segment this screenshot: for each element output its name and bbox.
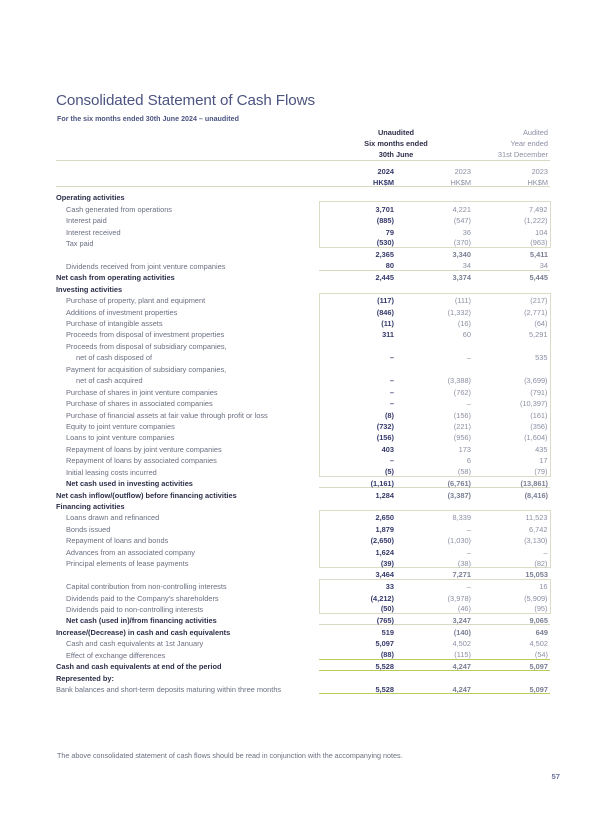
row-label: Purchase of shares in joint venture companies	[66, 387, 218, 397]
row-value-2023h: (3,387)	[447, 490, 472, 500]
row-value-2023y: (791)	[473, 385, 550, 396]
row-label: Net cash (used in)/from financing activities	[66, 616, 217, 626]
row-label: Purchase of financial assets at fair value through profit or loss	[66, 410, 268, 420]
table-header-row-1	[56, 126, 550, 137]
row-value-2023h: (16)	[457, 319, 472, 329]
table-row	[56, 602, 550, 613]
row-value-2023y: (217)	[473, 293, 550, 304]
table-row	[56, 236, 550, 247]
row-value-2023y: 435	[473, 442, 550, 453]
row-value-2024: 2,445	[375, 273, 394, 283]
header-col3-year: 2023	[531, 166, 549, 176]
row-value-2023y: 16	[473, 579, 550, 590]
row-label: Net cash inflow/(outflow) before financing activities	[56, 490, 237, 500]
row-value-2023h	[396, 339, 473, 350]
row-value-2023y: 6,742	[473, 522, 550, 533]
table-row-total	[56, 270, 550, 281]
row-value-2023y: 535	[473, 350, 550, 361]
section-spacer	[473, 190, 550, 201]
table-row	[56, 453, 550, 464]
row-value-2024: –	[319, 385, 396, 396]
row-label: Cash and cash equivalents at 1st January	[66, 639, 204, 649]
section-spacer	[319, 671, 396, 682]
row-value-2024: (88)	[319, 648, 396, 659]
row-value-2023y: 5,097	[473, 659, 550, 670]
row-value-2024: 79	[319, 225, 396, 236]
row-value-2024: (8)	[319, 408, 396, 419]
row-label: Proceeds from disposal of subsidiary companies,	[66, 341, 227, 351]
row-value-2023y: 5,097	[473, 682, 550, 693]
row-value-2023y: 5,411	[529, 250, 549, 260]
row-label: Capital contribution from non-controlling interests	[66, 582, 227, 592]
header-spacer	[56, 149, 319, 160]
row-value-2024: 5,528	[319, 682, 396, 693]
row-value-2023h: 4,247	[396, 682, 473, 693]
row-value-2024: –	[319, 396, 396, 407]
header-col2-year: 2023	[454, 166, 472, 176]
table-row-continuation	[56, 339, 550, 350]
table-row	[56, 533, 550, 544]
table-row-continuation	[56, 362, 550, 373]
row-value-2023h	[396, 362, 473, 373]
header-group2-line2: Year ended	[510, 139, 549, 149]
table-row-subtotal	[56, 568, 550, 579]
row-value-2024: (530)	[319, 236, 396, 247]
row-value-2023h: (1,030)	[447, 536, 472, 546]
header-col1-unit: HK$M	[373, 177, 394, 187]
table-row	[56, 465, 550, 476]
section-financing-activities	[56, 499, 550, 510]
row-value-2024: 1,879	[319, 522, 396, 533]
row-label: net of cash disposed of	[76, 353, 153, 363]
table-row	[56, 545, 550, 556]
row-value-2024: 5,528	[319, 659, 396, 670]
header-group2-line3: 31st December	[497, 150, 549, 160]
table-row	[56, 510, 550, 521]
table-row	[56, 213, 550, 224]
table-row	[56, 408, 550, 419]
row-value-2023y: 649	[535, 627, 549, 637]
row-value-2023y: 5,445	[529, 273, 549, 283]
row-value-2023y: (13,861)	[473, 476, 550, 487]
cash-flow-table	[56, 126, 551, 694]
row-value-2023h: 3,374	[452, 273, 472, 283]
row-value-2024: (1,161)	[319, 476, 396, 487]
page-number: 57	[551, 772, 560, 781]
section-spacer	[319, 282, 396, 293]
row-value-2023h: 3,247	[396, 613, 473, 624]
row-value-2023y: 34	[473, 259, 550, 270]
row-value-2024: (39)	[319, 556, 396, 567]
page-subtitle: For the six months ended 30th June 2024 – unaudited	[57, 115, 239, 123]
row-value-2024: (2,650)	[319, 533, 396, 544]
row-value-2024: 1,624	[319, 545, 396, 556]
row-label: Bank balances and short-term deposits maturing within three months	[56, 685, 282, 695]
table-row	[56, 293, 550, 304]
row-label	[56, 568, 319, 579]
table-row	[56, 350, 550, 361]
section-heading: Financing activities	[56, 502, 125, 512]
row-value-2024: 5,097	[375, 639, 394, 649]
row-value-2024: (732)	[319, 419, 396, 430]
row-label: Increase/(Decrease) in cash and cash equivalents	[56, 627, 231, 637]
row-label: Advances from an associated company	[66, 547, 195, 557]
row-value-2024: (846)	[319, 305, 396, 316]
header-group1-line3: 30th June	[378, 150, 414, 160]
row-value-2023y: (963)	[473, 236, 550, 247]
section-spacer	[319, 190, 396, 201]
row-value-2024	[319, 362, 396, 373]
header-col1-year: 2024	[377, 166, 394, 176]
row-label: Dividends paid to non-controlling interests	[66, 604, 204, 614]
row-value-2023y: 5,291	[473, 327, 550, 338]
row-value-2024: (117)	[319, 293, 396, 304]
row-value-2024: 3,701	[319, 202, 396, 213]
row-label: Loans to joint venture companies	[66, 433, 175, 443]
row-value-2023h: (6,761)	[396, 476, 473, 487]
row-value-2023y: 9,065	[473, 613, 550, 624]
row-value-2023h: 34	[396, 259, 473, 270]
table-row	[56, 327, 550, 338]
row-value-2024	[319, 339, 396, 350]
row-label: Proceeds from disposal of investment properties	[66, 330, 225, 340]
row-label	[56, 247, 319, 258]
row-value-2023y	[473, 339, 550, 350]
table-row	[56, 579, 550, 590]
row-value-2023y: 11,523	[473, 510, 550, 521]
section-heading: Operating activities	[56, 193, 125, 203]
section-spacer	[396, 671, 473, 682]
row-label: Net cash from operating activities	[56, 273, 175, 283]
row-value-2023y: (10,397)	[473, 396, 550, 407]
section-spacer	[319, 499, 396, 510]
row-label: Purchase of property, plant and equipment	[66, 296, 206, 306]
section-spacer	[396, 499, 473, 510]
row-label: Dividends paid to the Company's shareholders	[66, 593, 219, 603]
row-label: Additions of investment properties	[66, 307, 178, 317]
section-spacer	[396, 282, 473, 293]
table-row	[56, 385, 550, 396]
row-value-2023h: 6	[466, 456, 472, 466]
row-value-2023h: (156)	[453, 410, 472, 420]
row-value-2023y: (64)	[473, 316, 550, 327]
table-row	[56, 396, 550, 407]
section-spacer	[396, 190, 473, 201]
row-value-2023h: 173	[458, 444, 472, 454]
row-label: net of cash acquired	[76, 376, 143, 386]
row-value-2024: (765)	[319, 613, 396, 624]
row-value-2024: –	[319, 350, 396, 361]
header-group1-line1: Unaudited	[377, 128, 415, 138]
row-value-2023y: (161)	[473, 408, 550, 419]
row-value-2023h: (140)	[453, 627, 472, 637]
row-label: Initial leasing costs incurred	[66, 467, 157, 477]
row-value-2023h: (956)	[453, 433, 472, 443]
row-value-2023h: (3,978)	[447, 593, 472, 603]
row-value-2023h: (111)	[396, 293, 473, 304]
header-spacer	[56, 164, 319, 175]
row-value-2023y: (3,699)	[473, 373, 550, 384]
section-operating-activities	[56, 190, 550, 201]
table-row	[56, 442, 550, 453]
row-label: Net cash used in investing activities	[66, 479, 193, 489]
table-row	[56, 556, 550, 567]
row-value-2023h: (46)	[396, 602, 473, 613]
row-label: Payment for acquisition of subsidiary companies,	[66, 364, 227, 374]
section-spacer	[473, 499, 550, 510]
row-label: Bonds issued	[66, 524, 111, 534]
section-investing-activities	[56, 282, 550, 293]
table-row-total	[56, 625, 550, 636]
section-represented-by	[56, 671, 550, 682]
row-value-2024: –	[319, 373, 396, 384]
row-label: Principal elements of lease payments	[66, 559, 189, 569]
row-value-2023h: (38)	[396, 556, 473, 567]
row-value-2023h: –	[466, 353, 472, 363]
footer-note: The above consolidated statement of cash flows should be read in conjunction with the accompanying notes.	[57, 751, 403, 760]
section-heading: Represented by:	[56, 673, 114, 683]
row-value-2023y: 4,502	[529, 639, 549, 649]
header-group1-line2: Six months ended	[364, 139, 428, 149]
cash-flow-table-wrapper	[56, 126, 550, 694]
header-col3-unit: HK$M	[527, 177, 549, 187]
row-value-2023h: (762)	[453, 387, 472, 397]
section-spacer	[473, 282, 550, 293]
row-label: Interest received	[66, 227, 121, 237]
header-spacer	[56, 175, 319, 186]
table-row-subtotal	[56, 247, 550, 258]
row-value-2023y: (54)	[473, 648, 550, 659]
row-value-2024: (156)	[319, 430, 396, 441]
row-value-2023h: –	[466, 399, 472, 409]
row-value-2024: (4,212)	[319, 591, 396, 602]
row-value-2023y: (8,416)	[524, 490, 549, 500]
table-header-years	[56, 164, 550, 175]
row-value-2024: 311	[319, 327, 396, 338]
header-spacer	[56, 126, 319, 137]
row-value-2023h: –	[396, 579, 473, 590]
row-value-2023y: (1,222)	[473, 213, 550, 224]
row-value-2023h: 8,339	[396, 510, 473, 521]
row-label: Loans drawn and refinanced	[66, 513, 160, 523]
section-spacer	[473, 671, 550, 682]
row-label: Repayment of loans and bonds	[66, 536, 169, 546]
row-value-2023y: (5,909)	[473, 591, 550, 602]
row-label: Repayment of loans by joint venture companies	[66, 444, 222, 454]
row-label: Purchase of shares in associated companies	[66, 399, 213, 409]
row-value-2024: 403	[319, 442, 396, 453]
row-value-2023y: (95)	[473, 602, 550, 613]
table-row	[56, 305, 550, 316]
row-value-2023h: (370)	[396, 236, 473, 247]
table-header-units	[56, 175, 550, 186]
row-value-2023h: 4,221	[396, 202, 473, 213]
row-value-2023y: (82)	[473, 556, 550, 567]
row-value-2023h: –	[466, 524, 472, 534]
row-value-2023y: 17	[473, 453, 550, 464]
row-label: Dividends received from joint venture companies	[66, 261, 226, 271]
header-spacer	[56, 137, 319, 148]
row-value-2023h: 60	[462, 330, 472, 340]
row-value-2023h: 36	[462, 227, 472, 237]
row-value-2023h: (58)	[396, 465, 473, 476]
table-row	[56, 202, 550, 213]
row-label: Cash and cash equivalents at end of the period	[56, 662, 222, 672]
table-row-total	[56, 488, 550, 499]
row-label: Interest paid	[66, 216, 107, 226]
row-label: Tax paid	[66, 238, 94, 248]
row-value-2023y: (3,130)	[473, 533, 550, 544]
row-value-2024: (885)	[319, 213, 396, 224]
row-value-2023h: (221)	[453, 421, 472, 431]
row-value-2024: 80	[319, 259, 396, 270]
row-value-2024: 519	[381, 627, 394, 637]
section-heading: Investing activities	[56, 284, 123, 294]
table-row	[56, 591, 550, 602]
row-value-2023y: –	[473, 545, 550, 556]
row-value-2023h: (1,332)	[447, 307, 472, 317]
table-row-total	[56, 613, 550, 624]
row-value-2023h: (3,388)	[447, 376, 472, 386]
row-value-2024: 3,464	[375, 570, 394, 580]
row-value-2023h: –	[466, 547, 472, 557]
header-col2-unit: HK$M	[450, 177, 472, 187]
table-row	[56, 259, 550, 270]
row-value-2023y: (356)	[473, 419, 550, 430]
table-row	[56, 648, 550, 659]
table-row	[56, 636, 550, 647]
row-value-2024: 33	[319, 579, 396, 590]
row-value-2024: –	[319, 453, 396, 464]
table-header-row-2	[56, 137, 550, 148]
row-label: Effect of exchange differences	[66, 650, 166, 660]
row-value-2023y	[473, 362, 550, 373]
row-value-2023y: 7,492	[473, 202, 550, 213]
row-value-2023y: 104	[473, 225, 550, 236]
row-value-2023y: (2,771)	[473, 305, 550, 316]
row-label: Repayment of loans by associated companies	[66, 456, 217, 466]
row-value-2024: (5)	[319, 465, 396, 476]
row-label: Cash generated from operations	[66, 204, 172, 214]
row-value-2023h: (547)	[453, 216, 472, 226]
page-title: Consolidated Statement of Cash Flows	[56, 92, 315, 109]
row-value-2024: 1,284	[375, 490, 394, 500]
row-value-2024: (50)	[319, 602, 396, 613]
table-header-row-3	[56, 149, 550, 160]
row-label: Purchase of intangible assets	[66, 319, 163, 329]
row-value-2023h: 4,502	[452, 639, 472, 649]
table-row-total	[56, 476, 550, 487]
table-row	[56, 430, 550, 441]
table-row-grand-total	[56, 659, 550, 670]
row-value-2023y: (79)	[473, 465, 550, 476]
row-value-2023h: 7,271	[452, 570, 472, 580]
row-value-2023h: 3,340	[452, 250, 472, 260]
header-group2-line1: Audited	[522, 128, 549, 138]
row-value-2023y: 15,053	[525, 570, 549, 580]
row-value-2023h: (115)	[396, 648, 473, 659]
row-value-2024: 2,650	[319, 510, 396, 521]
table-row	[56, 419, 550, 430]
row-value-2024: (11)	[319, 316, 396, 327]
row-label: Equity to joint venture companies	[66, 421, 175, 431]
table-row	[56, 316, 550, 327]
table-row	[56, 522, 550, 533]
row-value-2023h: 4,247	[396, 659, 473, 670]
row-value-2023y: (1,604)	[473, 430, 550, 441]
row-value-2024: 2,365	[375, 250, 394, 260]
table-row	[56, 225, 550, 236]
table-row	[56, 373, 550, 384]
table-row-grand-total	[56, 682, 550, 693]
